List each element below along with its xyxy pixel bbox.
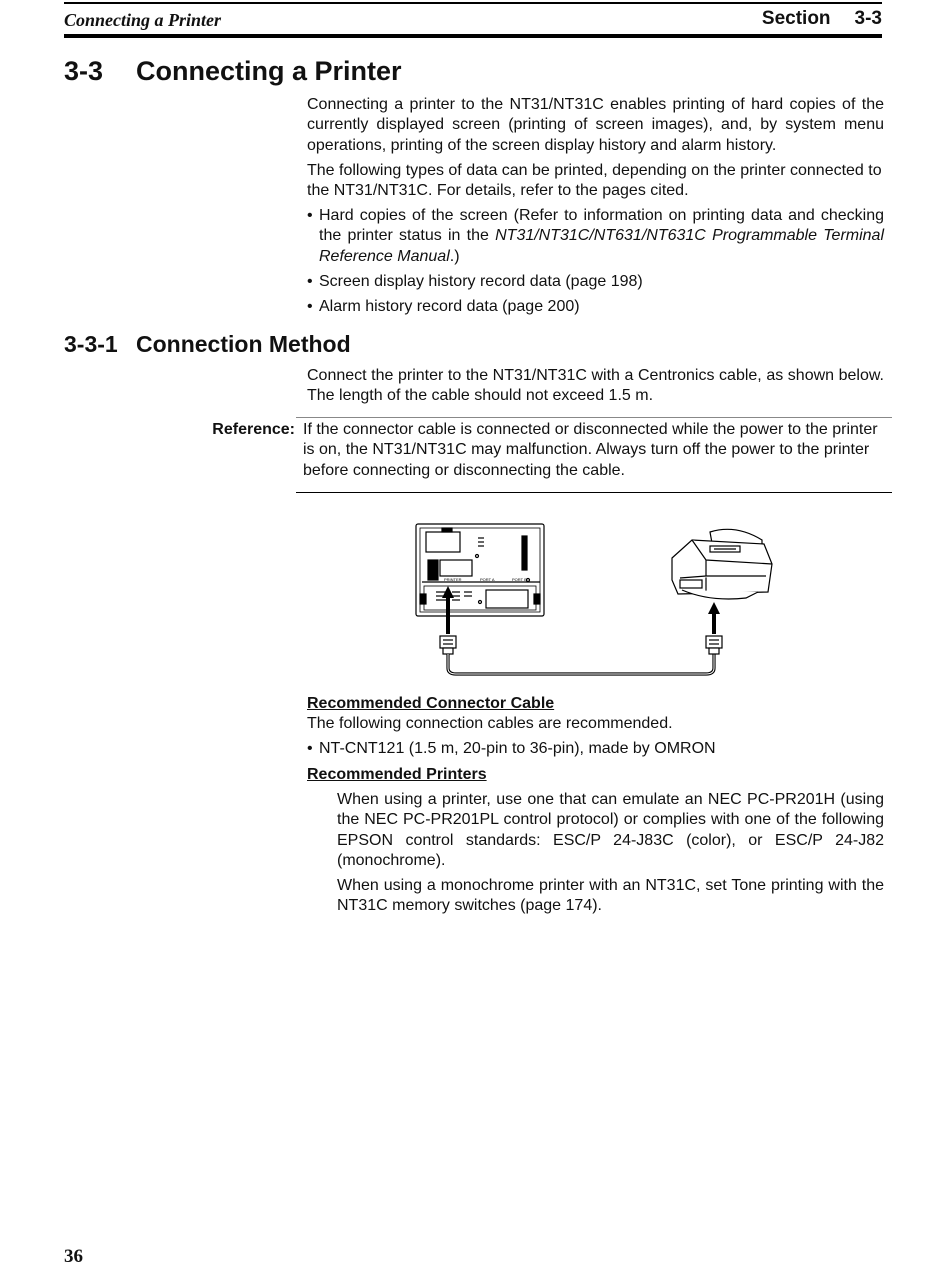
section-heading-title: Connecting a Printer (136, 56, 402, 86)
bullet-marker: • (307, 207, 313, 224)
bullet-alarm (307, 297, 884, 317)
section-number: 3-3 (854, 8, 882, 29)
bullet-marker: • (307, 298, 313, 315)
types-paragraph: The following types of data can be printed, depending on the printer connected to the NT31/NT31C. For details, refer to the pages cited. (307, 162, 882, 200)
arrow-to-printer (708, 602, 720, 634)
connection-paragraph: Connect the printer to the NT31/NT31C with a Centronics cable, as shown below. The length of the cable should not exceed 1.5 m. (307, 367, 884, 405)
running-header-section (762, 8, 882, 30)
printers-paragraph-1: When using a printer, use one that can emulate an NEC PC-PR201H (using the NEC PC-PR201PL control protocol) or complies with one of the following EPSON control standards: ESC/P 24-J83C (color), or ESC/P 24-J82 (monochrome). (337, 791, 884, 869)
centronics-cable-inner (448, 654, 714, 674)
port-label-b: PORT B (512, 577, 527, 582)
reference-label: Reference: (212, 421, 295, 438)
centronics-cable (448, 654, 714, 674)
section-heading-number: 3-3 (64, 56, 104, 86)
cable-item-text: NT-CNT121 (1.5 m, 20-pin to 36-pin), made by OMRON (319, 740, 716, 757)
running-header-chapter: Connecting a Printer (64, 10, 222, 30)
bullet-hardcopy-end: .) (449, 247, 460, 265)
cable-heading: Recommended Connector Cable (307, 695, 555, 712)
connection-diagram-svg (410, 518, 780, 684)
bullet-alarm-text: Alarm history record data (page 200) (319, 298, 580, 315)
reference-rule-top (296, 417, 892, 418)
subsection-heading-title: Connection Method (136, 331, 351, 357)
bullet-history-text: Screen display history record data (page 198) (319, 273, 643, 290)
subsection-heading (64, 331, 351, 358)
section-heading (64, 56, 402, 87)
running-header (64, 2, 882, 36)
bullet-marker: • (307, 740, 313, 757)
section-label: Section (761, 8, 831, 29)
bullet-history (307, 272, 884, 292)
terminal-illustration (416, 524, 544, 616)
connection-diagram (410, 518, 780, 684)
printers-paragraph-2: When using a monochrome printer with an NT31C, set Tone printing with the NT31C memory switches (page 174). (337, 877, 884, 915)
bullet-hardcopy (307, 206, 884, 267)
cable-connector-left (440, 636, 456, 654)
port-label-printer: PRINTER (444, 577, 462, 582)
header-rule (64, 34, 882, 38)
bullet-marker: • (307, 273, 313, 290)
reference-text: If the connector cable is connected or disconnected while the power to the printer is on, the NT31/NT31C may malfunction. Always turn off the power to the printer before connecting or disconnecting the cable. (303, 421, 878, 479)
cable-item (307, 739, 884, 759)
page-number: 36 (64, 1246, 83, 1267)
manual-title: NT31/NT31C/NT631/NT631C Programmable Terminal Reference Manual (319, 227, 884, 265)
port-label-a: PORT A (480, 577, 495, 582)
printers-heading: Recommended Printers (307, 766, 487, 783)
subsection-heading-number: 3-3-1 (64, 331, 118, 357)
bullet-hardcopy-text: Hard copies of the screen (Refer to information on printing data and checking the printer status in the (319, 207, 884, 245)
printer-illustration (672, 529, 772, 599)
intro-paragraph: Connecting a printer to the NT31/NT31C enables printing of hard copies of the currently displayed screen (printing of screen images), and, by system menu operations, printing of the screen display history and alarm history. (307, 96, 884, 154)
cable-intro: The following connection cables are recommended. (307, 715, 673, 732)
reference-rule-bottom (296, 492, 892, 493)
cable-connector-right (706, 636, 722, 654)
